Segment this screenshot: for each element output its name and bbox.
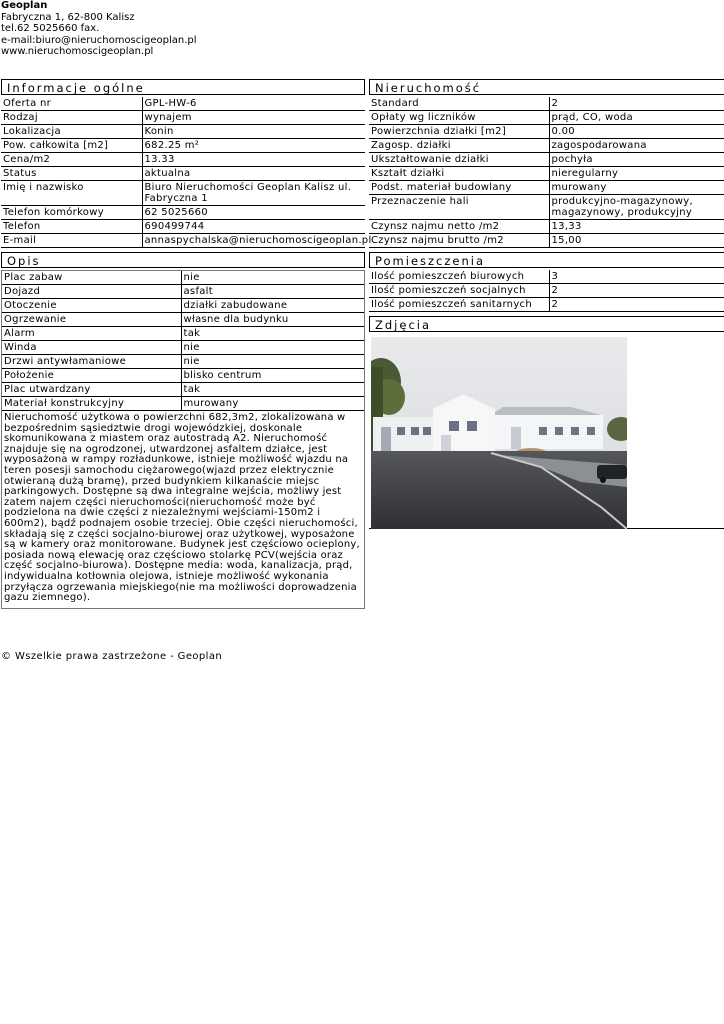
opis-value: nie (181, 341, 364, 355)
rooms-label: Ilość pomieszczeń socjalnych (369, 284, 549, 298)
general-label: Status (1, 167, 142, 181)
general-row (1, 234, 365, 248)
property-row (369, 220, 724, 234)
general-row (1, 125, 365, 139)
opis-label: Drzwi antywłamaniowe (2, 355, 181, 369)
property-description: Nieruchomość użytkowa o powierzchni 682,3m2, zlokalizowana w bezpośrednim sąsiedztwie drogi wojewódzkiej, doskonale skomunikowana z miastem oraz autostradą A2. Nieruchomość znajduje się na ogrodzonej, utwardzonej asfaltem działce, jest wyposażona w rampy rozładunkowe, istnieje możliwość wjazdu na teren posesji samochodu ciężarowego(wjazd przez elektrycznie otwieraną dużą bramę), przed budynkiem kilkanaście miejsc parkingowych. Dostępne są dwa integralne wejścia, możliwy jest zatem najem części nieruchomości(nieruchomość może być podzielona na dwie części z niezależnymi wejściami-150m2 i 600m2), bądź podnajem osobie trzeciej. Obie części nieruchomości, składają się z części socjalno-biurowej oraz użytkowej, wyposażone są w kamery oraz monitorowane. Budynek jest częściowo ocieplony, posiada nową elewację oraz częściowo stolarkę PCV(wejścia oraz część socjalno-biurowa). Dostępne media: woda, kanalizacja, prąd, indywidualna kotłownia olejowa, istnieje możliwość wykonania przyłącza ogrzewania miejskiego(nie ma możliwości doprowadzenia gazu ziemnego). (4, 412, 360, 604)
opis-value: działki zabudowane (181, 299, 364, 313)
general-label: Lokalizacja (1, 125, 142, 139)
opis-label: Ogrzewanie (2, 313, 181, 327)
opis-label: Plac zabaw (2, 271, 181, 285)
general-label: Telefon (1, 220, 142, 234)
property-row (369, 234, 724, 248)
building-photo-image (371, 337, 627, 529)
property-table (369, 97, 724, 248)
company-header (1, 0, 197, 58)
property-value: 13,33 (549, 220, 724, 234)
opis-row (2, 299, 364, 313)
general-label: Cena/m2 (1, 153, 142, 167)
opis-row (2, 341, 364, 355)
company-phone: tel.62 5025660 fax. (1, 23, 100, 34)
opis-label: Otoczenie (2, 299, 181, 313)
opis-value: tak (181, 383, 364, 397)
property-row (369, 167, 724, 181)
opis-value: nie (181, 355, 364, 369)
opis-value: blisko centrum (181, 369, 364, 383)
building-photo[interactable] (371, 337, 627, 529)
general-row (1, 153, 365, 167)
general-label: Imię i nazwisko (1, 181, 142, 206)
general-label: Pow. całkowita [m2] (1, 139, 142, 153)
right-column (369, 79, 724, 529)
property-label: Ukształtowanie działki (369, 153, 549, 167)
property-value: pochyła (549, 153, 724, 167)
rooms-label: Ilość pomieszczeń biurowych (369, 270, 549, 284)
property-row (369, 111, 724, 125)
section-title-property: Nieruchomość (369, 79, 724, 95)
rooms-value: 3 (549, 270, 724, 284)
property-row (369, 195, 724, 220)
opis-value: tak (181, 327, 364, 341)
general-row (1, 220, 365, 234)
photo-container (369, 334, 724, 529)
general-label: Rodzaj (1, 111, 142, 125)
opis-row (2, 383, 364, 397)
property-row (369, 97, 724, 111)
opis-row (2, 369, 364, 383)
opis-label: Położenie (2, 369, 181, 383)
opis-row (2, 397, 364, 411)
general-value: 682.25 m² (142, 139, 365, 153)
general-label: Oferta nr (1, 97, 142, 111)
section-title-rooms: Pomieszczenia (369, 252, 724, 268)
rooms-value: 2 (549, 298, 724, 312)
property-value: 2 (549, 97, 724, 111)
opis-label: Plac utwardzany (2, 383, 181, 397)
property-label: Powierzchnia działki [m2] (369, 125, 549, 139)
general-value: 62 5025660 (142, 206, 365, 220)
opis-label: Dojazd (2, 285, 181, 299)
section-title-opis: Opis (1, 252, 365, 268)
company-address: Fabryczna 1, 62-800 Kalisz (1, 11, 135, 23)
property-row (369, 153, 724, 167)
property-label: Podst. materiał budowlany (369, 181, 549, 195)
company-name: Geoplan (1, 0, 48, 11)
general-label: Telefon komórkowy (1, 206, 142, 220)
property-label: Opłaty wg liczników (369, 111, 549, 125)
property-value: 0.00 (549, 125, 724, 139)
rooms-row (369, 270, 724, 284)
copyright-footer: © Wszelkie prawa zastrzeżone - Geoplan (1, 651, 223, 662)
property-value: prąd, CO, woda (549, 111, 724, 125)
general-value: aktualna (142, 167, 365, 181)
general-value: annaspychalska@nieruchomoscigeoplan.pl (142, 234, 365, 248)
property-value: zagospodarowana (549, 139, 724, 153)
rooms-table (369, 270, 724, 312)
opis-value: murowany (181, 397, 364, 411)
property-row (369, 139, 724, 153)
rooms-row (369, 284, 724, 298)
general-value: Konin (142, 125, 365, 139)
opis-row (2, 285, 364, 299)
opis-value: nie (181, 271, 364, 285)
opis-row (2, 355, 364, 369)
general-value: wynajem (142, 111, 365, 125)
property-label: Zagosp. działki (369, 139, 549, 153)
general-value: 690499744 (142, 220, 365, 234)
property-label: Czynsz najmu netto /m2 (369, 220, 549, 234)
property-row (369, 125, 724, 139)
rooms-value: 2 (549, 284, 724, 298)
property-label: Czynsz najmu brutto /m2 (369, 234, 549, 248)
opis-label: Materiał konstrukcyjny (2, 397, 181, 411)
general-value: Biuro Nieruchomości Geoplan Kalisz ul. Fabryczna 1 (142, 181, 365, 206)
general-row (1, 139, 365, 153)
opis-label: Alarm (2, 327, 181, 341)
general-label: E-mail (1, 234, 142, 248)
opis-table (2, 271, 364, 411)
opis-value: asfalt (181, 285, 364, 299)
property-label: Kształt działki (369, 167, 549, 181)
general-info-table (1, 97, 372, 248)
general-row (1, 181, 365, 206)
opis-row (2, 327, 364, 341)
company-email[interactable]: e-mail:biuro@nieruchomoscigeoplan.pl (1, 34, 197, 46)
left-column (1, 79, 372, 609)
rooms-label: Ilość pomieszczeń sanitarnych (369, 298, 549, 312)
opis-value: własne dla budynku (181, 313, 364, 327)
general-value: 13.33 (142, 153, 365, 167)
section-title-photos: Zdjęcia (369, 316, 724, 332)
opis-row (2, 313, 364, 327)
property-value: produkcyjno-magazynowy, magazynowy, produkcyjny (549, 195, 724, 220)
general-value: GPL-HW-6 (142, 97, 365, 111)
opis-row (2, 271, 364, 285)
property-value: murowany (549, 181, 724, 195)
general-row (1, 97, 365, 111)
company-website[interactable]: www.nieruchomoscigeoplan.pl (1, 46, 154, 57)
general-row (1, 206, 365, 220)
opis-box (1, 270, 365, 609)
property-value: nieregularny (549, 167, 724, 181)
opis-label: Winda (2, 341, 181, 355)
rooms-row (369, 298, 724, 312)
property-row (369, 181, 724, 195)
section-title-general: Informacje ogólne (1, 79, 365, 95)
property-value: 15,00 (549, 234, 724, 248)
general-row (1, 167, 365, 181)
property-label: Standard (369, 97, 549, 111)
property-label: Przeznaczenie hali (369, 195, 549, 220)
general-row (1, 111, 365, 125)
